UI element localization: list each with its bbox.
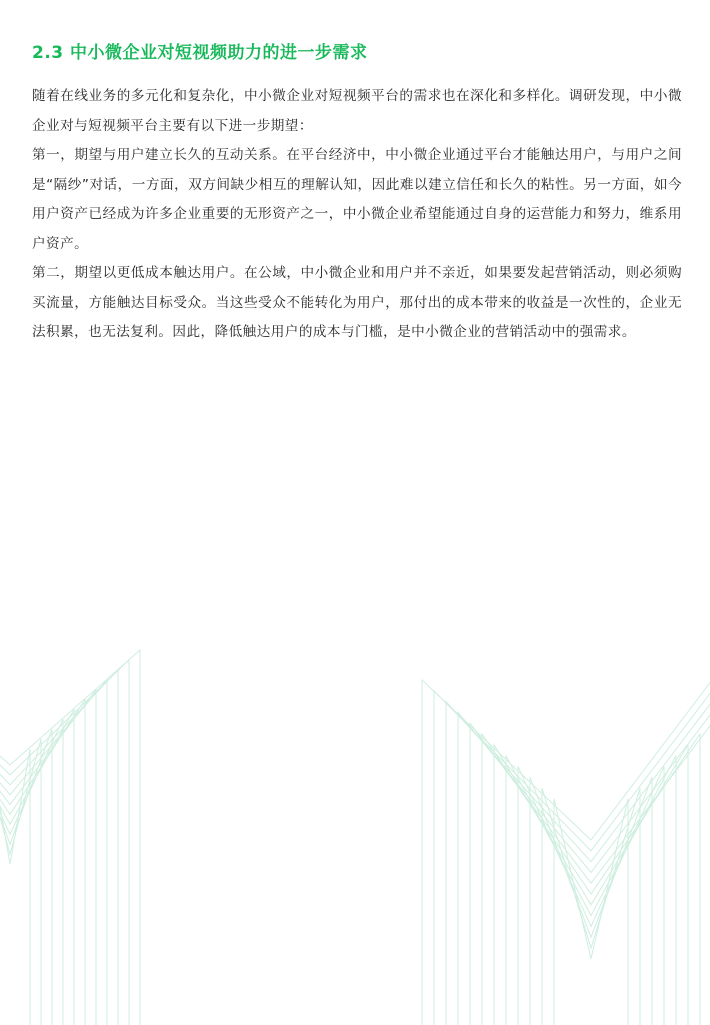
chevron-line xyxy=(470,723,710,1025)
chevron-line xyxy=(0,660,129,1025)
chevron-line xyxy=(506,756,676,1025)
chevron-line xyxy=(554,799,628,1025)
chevron-line xyxy=(530,777,652,1025)
chevron-line xyxy=(422,680,710,1025)
second-expectation-paragraph: 第二，期望以更低成本触达用户。在公域，中小微企业和用户并不亲近，如果要发起营销活动，则必须购买流量，方能触达目标受众。当这些受众不能转化为用户，那付出的成本带来的收益是一次性的，企业无法积累，也无法复利。因此，降低触达用户的成本与门槛，是中小微企业的营销活动中的强需求。 xyxy=(32,265,682,340)
chevron-line xyxy=(542,788,640,1025)
intro-paragraph: 随着在线业务的多元化和复杂化，中小微企业对短视频平台的需求也在深化和多样化。调研发现，中小微企业对与短视频平台主要有以下进一步期望： xyxy=(32,88,682,134)
left-chevron-pattern xyxy=(0,650,140,1025)
chevron-line xyxy=(0,739,41,1025)
chevron-line xyxy=(0,709,74,1025)
chevron-line xyxy=(0,719,63,1025)
chevron-line xyxy=(0,670,118,1025)
chevron-line xyxy=(0,729,52,1025)
chevron-line xyxy=(0,680,107,1025)
section-heading: 2.3 中小微企业对短视频助力的进一步需求 xyxy=(32,43,368,63)
chevron-line xyxy=(446,702,710,1025)
chevron-line xyxy=(518,766,664,1025)
chevron-line xyxy=(494,745,688,1025)
section-body xyxy=(32,82,682,348)
right-chevron-pattern xyxy=(422,680,710,1025)
chevron-line xyxy=(0,690,96,1025)
chevron-line xyxy=(458,712,710,1025)
chevron-line xyxy=(0,650,140,1025)
chevron-line xyxy=(482,734,700,1025)
first-expectation-paragraph: 第一，期望与用户建立长久的互动关系。在平台经济中，中小微企业通过平台才能触达用户，与用户之间是“隔纱”对话，一方面，双方间缺少相互的理解认知，因此难以建立信任和长久的粘性。另一方面，如今用户资产已经成为许多企业重要的无形资产之一，中小微企业希望能通过自身的运营能力和努力，维系用户资产。 xyxy=(32,147,682,252)
chevron-line xyxy=(434,691,710,1025)
chevron-line xyxy=(0,749,30,1025)
chevron-line xyxy=(0,700,85,1025)
